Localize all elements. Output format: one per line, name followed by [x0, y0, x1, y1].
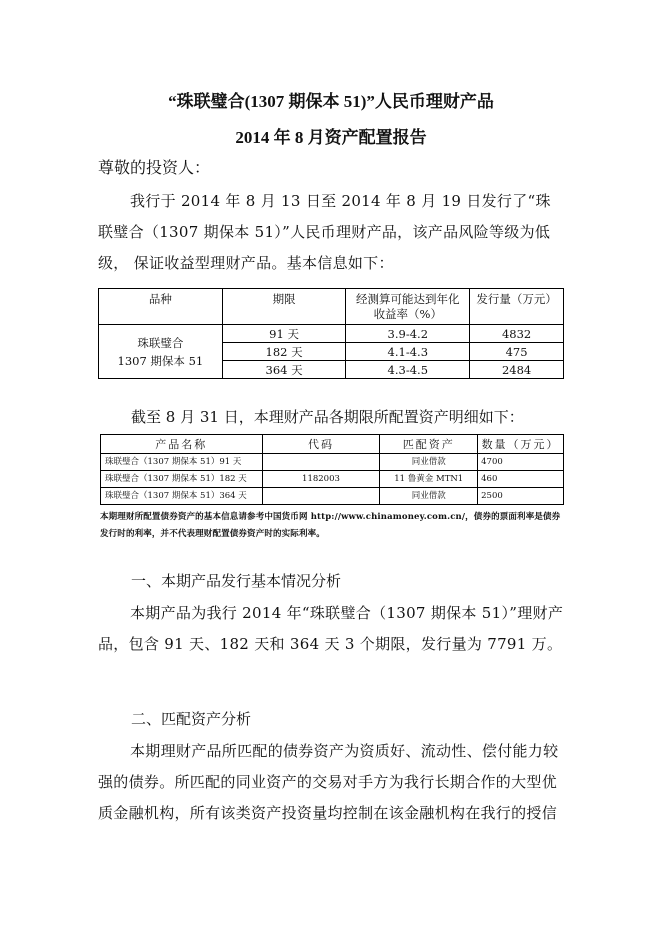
- product-name-cell: 珠联璧合（1307 期保本 51）182 天: [101, 471, 263, 488]
- term-cell: 364 天: [222, 361, 346, 379]
- amount-cell: 2484: [470, 361, 564, 379]
- header-quantity: 数量（万元）: [478, 435, 564, 454]
- amount-cell: 475: [470, 343, 564, 361]
- table-footnote: 本期理财所配置债券资产的基本信息请参考中国货币网 http://www.chinamoney.com.cn/，债券的票面利率是债券发行时的利率，并不代表理财配置债券资产时的实际利率。: [100, 512, 561, 539]
- amount-cell: 460: [478, 471, 564, 488]
- term-cell: 91 天: [222, 325, 346, 343]
- header-term: 期限: [222, 289, 346, 325]
- product-name-cell: 珠联璧合（1307 期保本 51）364 天: [101, 488, 263, 505]
- section2-body: 本期理财产品所匹配的债券资产为资质好、流动性、偿付能力较强的债券。所匹配的同业资产的交易对手方为我行长期合作的大型优质金融机构，所有该类资产投资量均控制在该金融机构在我行的授信: [98, 742, 559, 822]
- product-name-cell: 珠联璧合（1307 期保本 51）91 天: [101, 454, 263, 471]
- term-cell: 182 天: [222, 343, 346, 361]
- report-title-line2: 2014 年 8 月资产配置报告: [235, 128, 427, 147]
- intro-paragraph: 我行于 2014 年 8 月 13 日至 2014 年 8 月 19 日发行了“珠联璧合（1307 期保本 51）”人民币理财产品，该产品风险等级为低级， 保证收益型理财产品。基本信息如下：: [98, 192, 551, 272]
- header-product-name: 产品名称: [101, 435, 263, 454]
- code-cell: 1182003: [262, 471, 380, 488]
- header-code: 代码: [262, 435, 380, 454]
- yield-cell: 4.1-4.3: [346, 343, 470, 361]
- table-row: [101, 488, 564, 505]
- table-header-row: [99, 289, 564, 325]
- amount-cell: 4832: [470, 325, 564, 343]
- header-matched-asset: 匹配资产: [380, 435, 478, 454]
- table-row: [101, 454, 564, 471]
- code-cell: [262, 454, 380, 471]
- asset-cell: 同业借款: [380, 488, 478, 505]
- table-row: [101, 471, 564, 488]
- yield-cell: 4.3-4.5: [346, 361, 470, 379]
- asset-detail-table: [100, 434, 564, 505]
- product-info-table: [98, 288, 564, 379]
- greeting: 尊敬的投资人：: [98, 158, 211, 177]
- report-title-line1: “珠联璧合(1307 期保本 51)”人民币理财产品: [168, 92, 494, 111]
- section1-heading: 一、本期产品发行基本情况分析: [131, 572, 342, 590]
- product-name-cell: 珠联璧合 1307 期保本 51: [99, 325, 223, 379]
- table2-intro: 截至 8 月 31 日，本理财产品各期限所配置资产明细如下：: [131, 408, 524, 426]
- asset-cell: 11 鲁黄金 MTN1: [380, 471, 478, 488]
- table-row: [99, 325, 564, 343]
- amount-cell: 4700: [478, 454, 564, 471]
- asset-cell: 同业借款: [380, 454, 478, 471]
- code-cell: [262, 488, 380, 505]
- section1-body: 本期产品为我行 2014 年“珠联璧合（1307 期保本 51）”理财产品，包含 91 天、182 天和 364 天 3 个期限，发行量为 7791 万。: [98, 604, 564, 653]
- table-header-row: [101, 435, 564, 454]
- amount-cell: 2500: [478, 488, 564, 505]
- header-variety: 品种: [99, 289, 223, 325]
- yield-cell: 3.9-4.2: [346, 325, 470, 343]
- section2-heading: 二、匹配资产分析: [131, 710, 252, 728]
- header-issue-amount: 发行量（万元）: [470, 289, 564, 325]
- header-yield: 经测算可能达到年化收益率（%）: [346, 289, 470, 325]
